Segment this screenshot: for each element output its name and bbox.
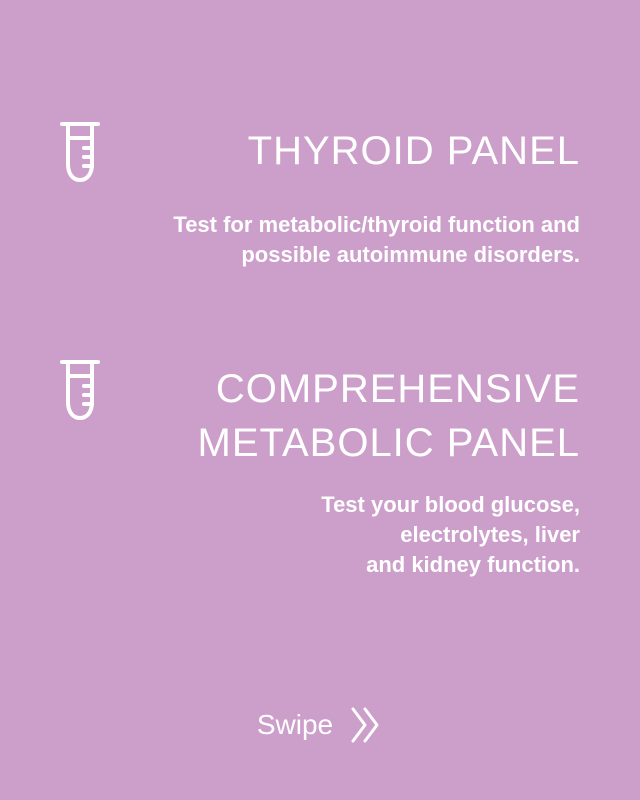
section-description-thyroid [173, 210, 580, 270]
swipe-label: Swipe [256, 709, 334, 740]
swipe-prompt[interactable] [0, 705, 640, 745]
section-title-thyroid [248, 124, 580, 178]
section-description-metabolic [321, 490, 580, 580]
title-line: THYROID PANEL [247, 129, 580, 173]
double-chevron-right-icon [347, 705, 383, 745]
description-line: possible autoimmune disorders. [241, 242, 580, 267]
section-title-metabolic [198, 362, 581, 470]
title-line: COMPREHENSIVE [215, 367, 580, 411]
test-tube-icon [58, 358, 102, 422]
title-line: METABOLIC PANEL [197, 421, 580, 465]
description-line: Test your blood glucose, [321, 492, 580, 517]
test-tube-icon [58, 120, 102, 184]
description-line: Test for metabolic/thyroid function and [173, 212, 580, 237]
description-line: and kidney function. [366, 552, 580, 577]
description-line: electrolytes, liver [400, 522, 580, 547]
